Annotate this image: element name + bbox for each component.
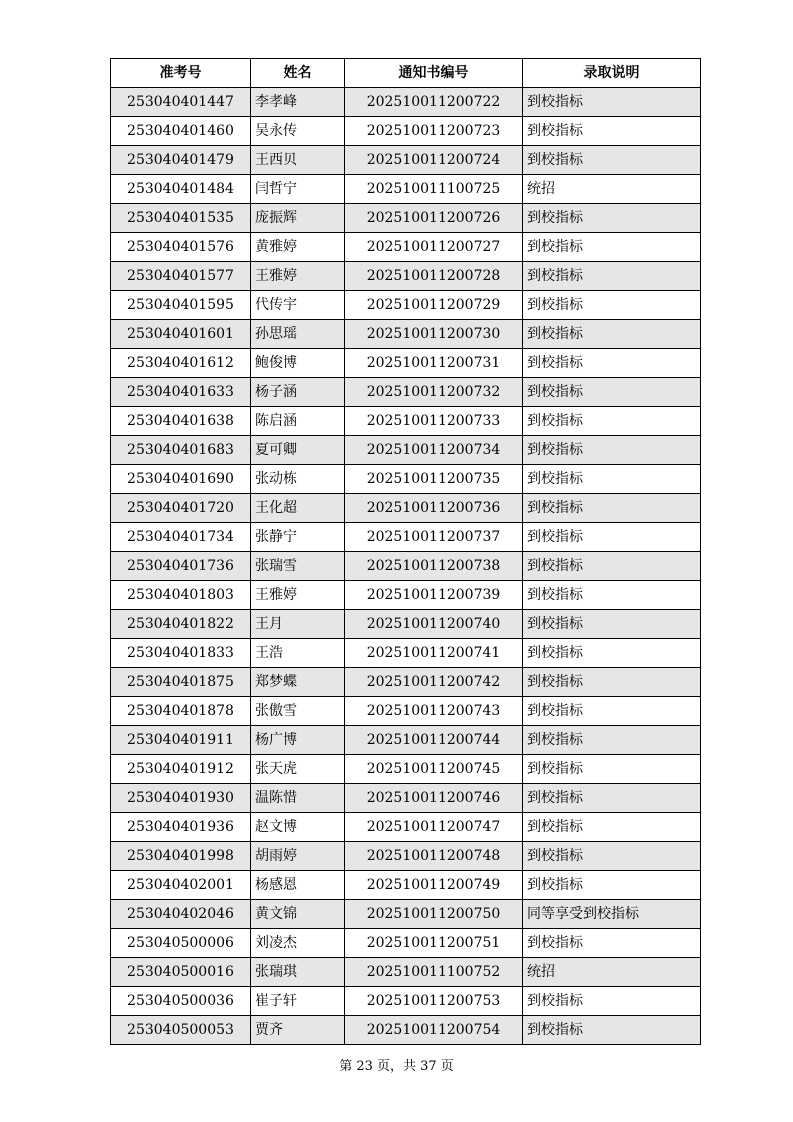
name-cell: 杨广博 xyxy=(251,726,345,755)
table-row xyxy=(111,1016,701,1045)
table-row xyxy=(111,494,701,523)
exam-number-cell: 253040401912 xyxy=(111,755,251,784)
admission-note-cell: 到校指标 xyxy=(523,88,701,117)
table-row xyxy=(111,813,701,842)
admission-note-cell: 到校指标 xyxy=(523,494,701,523)
admission-note-cell: 到校指标 xyxy=(523,755,701,784)
table-row xyxy=(111,552,701,581)
name-cell: 张动栋 xyxy=(251,465,345,494)
exam-number-cell: 253040500016 xyxy=(111,958,251,987)
name-cell: 李孝峰 xyxy=(251,88,345,117)
exam-number-cell: 253040401447 xyxy=(111,88,251,117)
exam-number-cell: 253040401803 xyxy=(111,581,251,610)
admission-note-cell: 到校指标 xyxy=(523,784,701,813)
admission-note-cell: 同等享受到校指标 xyxy=(523,900,701,929)
exam-number-cell: 253040500053 xyxy=(111,1016,251,1045)
admission-note-cell: 到校指标 xyxy=(523,871,701,900)
exam-number-cell: 253040401875 xyxy=(111,668,251,697)
notice-number-cell: 202510011200731 xyxy=(345,349,523,378)
exam-number-cell: 253040401535 xyxy=(111,204,251,233)
table-row xyxy=(111,842,701,871)
notice-number-cell: 202510011200735 xyxy=(345,465,523,494)
exam-number-cell: 253040401460 xyxy=(111,117,251,146)
notice-number-cell: 202510011200748 xyxy=(345,842,523,871)
notice-number-cell: 202510011200727 xyxy=(345,233,523,262)
notice-number-cell: 202510011200729 xyxy=(345,291,523,320)
name-cell: 王月 xyxy=(251,610,345,639)
notice-number-cell: 202510011200751 xyxy=(345,929,523,958)
table-body xyxy=(111,88,701,1045)
name-cell: 王雅婷 xyxy=(251,581,345,610)
table-row xyxy=(111,610,701,639)
notice-number-cell: 202510011200736 xyxy=(345,494,523,523)
exam-number-cell: 253040401633 xyxy=(111,378,251,407)
notice-number-cell: 202510011200745 xyxy=(345,755,523,784)
admission-table xyxy=(110,58,701,1045)
admission-note-cell: 到校指标 xyxy=(523,668,701,697)
exam-number-cell: 253040401822 xyxy=(111,610,251,639)
table-row xyxy=(111,88,701,117)
name-cell: 张瑞琪 xyxy=(251,958,345,987)
name-cell: 杨感恩 xyxy=(251,871,345,900)
name-cell: 王西贝 xyxy=(251,146,345,175)
name-cell: 郑梦蝶 xyxy=(251,668,345,697)
exam-number-cell: 253040500036 xyxy=(111,987,251,1016)
admission-note-cell: 到校指标 xyxy=(523,233,701,262)
name-cell: 杨子涵 xyxy=(251,378,345,407)
name-cell: 王化超 xyxy=(251,494,345,523)
name-cell: 黄文锦 xyxy=(251,900,345,929)
notice-number-cell: 202510011200728 xyxy=(345,262,523,291)
name-cell: 温陈惜 xyxy=(251,784,345,813)
page-footer: 第 23 页，共 37 页 xyxy=(339,1059,454,1074)
name-cell: 张静宁 xyxy=(251,523,345,552)
admission-note-cell: 到校指标 xyxy=(523,436,701,465)
table-row xyxy=(111,291,701,320)
table-row xyxy=(111,784,701,813)
name-cell: 刘凌杰 xyxy=(251,929,345,958)
table-row xyxy=(111,668,701,697)
notice-number-cell: 202510011200753 xyxy=(345,987,523,1016)
exam-number-cell: 253040401683 xyxy=(111,436,251,465)
name-cell: 闫哲宁 xyxy=(251,175,345,204)
name-cell: 黄雅婷 xyxy=(251,233,345,262)
admission-note-cell: 到校指标 xyxy=(523,552,701,581)
table-row xyxy=(111,523,701,552)
table-row xyxy=(111,262,701,291)
table-row xyxy=(111,465,701,494)
notice-number-cell: 202510011200743 xyxy=(345,697,523,726)
table-row xyxy=(111,320,701,349)
admission-note-cell: 到校指标 xyxy=(523,581,701,610)
exam-number-cell: 253040401998 xyxy=(111,842,251,871)
exam-number-cell: 253040500006 xyxy=(111,929,251,958)
admission-note-cell: 到校指标 xyxy=(523,813,701,842)
notice-number-cell: 202510011200730 xyxy=(345,320,523,349)
admission-note-cell: 到校指标 xyxy=(523,204,701,233)
exam-number-cell: 253040401601 xyxy=(111,320,251,349)
table-row xyxy=(111,697,701,726)
exam-number-cell: 253040401911 xyxy=(111,726,251,755)
table-row xyxy=(111,349,701,378)
admission-note-cell: 到校指标 xyxy=(523,407,701,436)
exam-number-cell: 253040401690 xyxy=(111,465,251,494)
notice-number-cell: 202510011200754 xyxy=(345,1016,523,1045)
admission-table-container xyxy=(110,58,700,1045)
name-cell: 庞振辉 xyxy=(251,204,345,233)
table-row xyxy=(111,175,701,204)
admission-note-cell: 到校指标 xyxy=(523,465,701,494)
notice-number-cell: 202510011200722 xyxy=(345,88,523,117)
header-exam-number: 准考号 xyxy=(111,59,251,88)
notice-number-cell: 202510011200747 xyxy=(345,813,523,842)
admission-note-cell: 到校指标 xyxy=(523,726,701,755)
admission-note-cell: 到校指标 xyxy=(523,349,701,378)
name-cell: 张傲雪 xyxy=(251,697,345,726)
exam-number-cell: 253040401936 xyxy=(111,813,251,842)
table-row xyxy=(111,436,701,465)
header-name: 姓名 xyxy=(251,59,345,88)
name-cell: 陈启涵 xyxy=(251,407,345,436)
admission-note-cell: 到校指标 xyxy=(523,291,701,320)
name-cell: 贾齐 xyxy=(251,1016,345,1045)
exam-number-cell: 253040401736 xyxy=(111,552,251,581)
table-row xyxy=(111,639,701,668)
notice-number-cell: 202510011200746 xyxy=(345,784,523,813)
table-row xyxy=(111,871,701,900)
header-admission-note: 录取说明 xyxy=(523,59,701,88)
exam-number-cell: 253040401720 xyxy=(111,494,251,523)
table-row xyxy=(111,726,701,755)
admission-note-cell: 到校指标 xyxy=(523,987,701,1016)
notice-number-cell: 202510011200741 xyxy=(345,639,523,668)
table-row xyxy=(111,900,701,929)
name-cell: 张瑞雪 xyxy=(251,552,345,581)
notice-number-cell: 202510011200742 xyxy=(345,668,523,697)
table-row xyxy=(111,958,701,987)
table-row xyxy=(111,581,701,610)
table-row xyxy=(111,987,701,1016)
name-cell: 吴永传 xyxy=(251,117,345,146)
table-row xyxy=(111,146,701,175)
notice-number-cell: 202510011100725 xyxy=(345,175,523,204)
table-row xyxy=(111,233,701,262)
admission-note-cell: 到校指标 xyxy=(523,639,701,668)
notice-number-cell: 202510011200744 xyxy=(345,726,523,755)
table-row xyxy=(111,929,701,958)
table-row xyxy=(111,204,701,233)
name-cell: 王雅婷 xyxy=(251,262,345,291)
admission-note-cell: 到校指标 xyxy=(523,146,701,175)
notice-number-cell: 202510011200739 xyxy=(345,581,523,610)
table-row xyxy=(111,117,701,146)
exam-number-cell: 253040401479 xyxy=(111,146,251,175)
name-cell: 代传宇 xyxy=(251,291,345,320)
admission-note-cell: 到校指标 xyxy=(523,378,701,407)
notice-number-cell: 202510011200738 xyxy=(345,552,523,581)
name-cell: 夏可卿 xyxy=(251,436,345,465)
name-cell: 胡雨婷 xyxy=(251,842,345,871)
exam-number-cell: 253040401734 xyxy=(111,523,251,552)
exam-number-cell: 253040402046 xyxy=(111,900,251,929)
name-cell: 赵文博 xyxy=(251,813,345,842)
exam-number-cell: 253040401930 xyxy=(111,784,251,813)
table-row xyxy=(111,407,701,436)
notice-number-cell: 202510011200724 xyxy=(345,146,523,175)
admission-note-cell: 到校指标 xyxy=(523,320,701,349)
notice-number-cell: 202510011200740 xyxy=(345,610,523,639)
admission-note-cell: 到校指标 xyxy=(523,1016,701,1045)
notice-number-cell: 202510011100752 xyxy=(345,958,523,987)
notice-number-cell: 202510011200726 xyxy=(345,204,523,233)
header-notice-number: 通知书编号 xyxy=(345,59,523,88)
notice-number-cell: 202510011200723 xyxy=(345,117,523,146)
notice-number-cell: 202510011200733 xyxy=(345,407,523,436)
notice-number-cell: 202510011200737 xyxy=(345,523,523,552)
admission-note-cell: 到校指标 xyxy=(523,262,701,291)
notice-number-cell: 202510011200734 xyxy=(345,436,523,465)
name-cell: 孙思瑶 xyxy=(251,320,345,349)
admission-note-cell: 到校指标 xyxy=(523,523,701,552)
table-row xyxy=(111,378,701,407)
exam-number-cell: 253040401878 xyxy=(111,697,251,726)
name-cell: 张天虎 xyxy=(251,755,345,784)
name-cell: 王浩 xyxy=(251,639,345,668)
table-header-row xyxy=(111,59,701,88)
table-row xyxy=(111,755,701,784)
admission-note-cell: 统招 xyxy=(523,958,701,987)
exam-number-cell: 253040401612 xyxy=(111,349,251,378)
exam-number-cell: 253040401833 xyxy=(111,639,251,668)
exam-number-cell: 253040401595 xyxy=(111,291,251,320)
admission-note-cell: 到校指标 xyxy=(523,842,701,871)
admission-note-cell: 到校指标 xyxy=(523,117,701,146)
admission-note-cell: 到校指标 xyxy=(523,697,701,726)
notice-number-cell: 202510011200749 xyxy=(345,871,523,900)
exam-number-cell: 253040401638 xyxy=(111,407,251,436)
notice-number-cell: 202510011200750 xyxy=(345,900,523,929)
exam-number-cell: 253040401577 xyxy=(111,262,251,291)
exam-number-cell: 253040401576 xyxy=(111,233,251,262)
exam-number-cell: 253040402001 xyxy=(111,871,251,900)
notice-number-cell: 202510011200732 xyxy=(345,378,523,407)
name-cell: 崔子轩 xyxy=(251,987,345,1016)
admission-note-cell: 统招 xyxy=(523,175,701,204)
admission-note-cell: 到校指标 xyxy=(523,610,701,639)
name-cell: 鲍俊博 xyxy=(251,349,345,378)
exam-number-cell: 253040401484 xyxy=(111,175,251,204)
admission-note-cell: 到校指标 xyxy=(523,929,701,958)
